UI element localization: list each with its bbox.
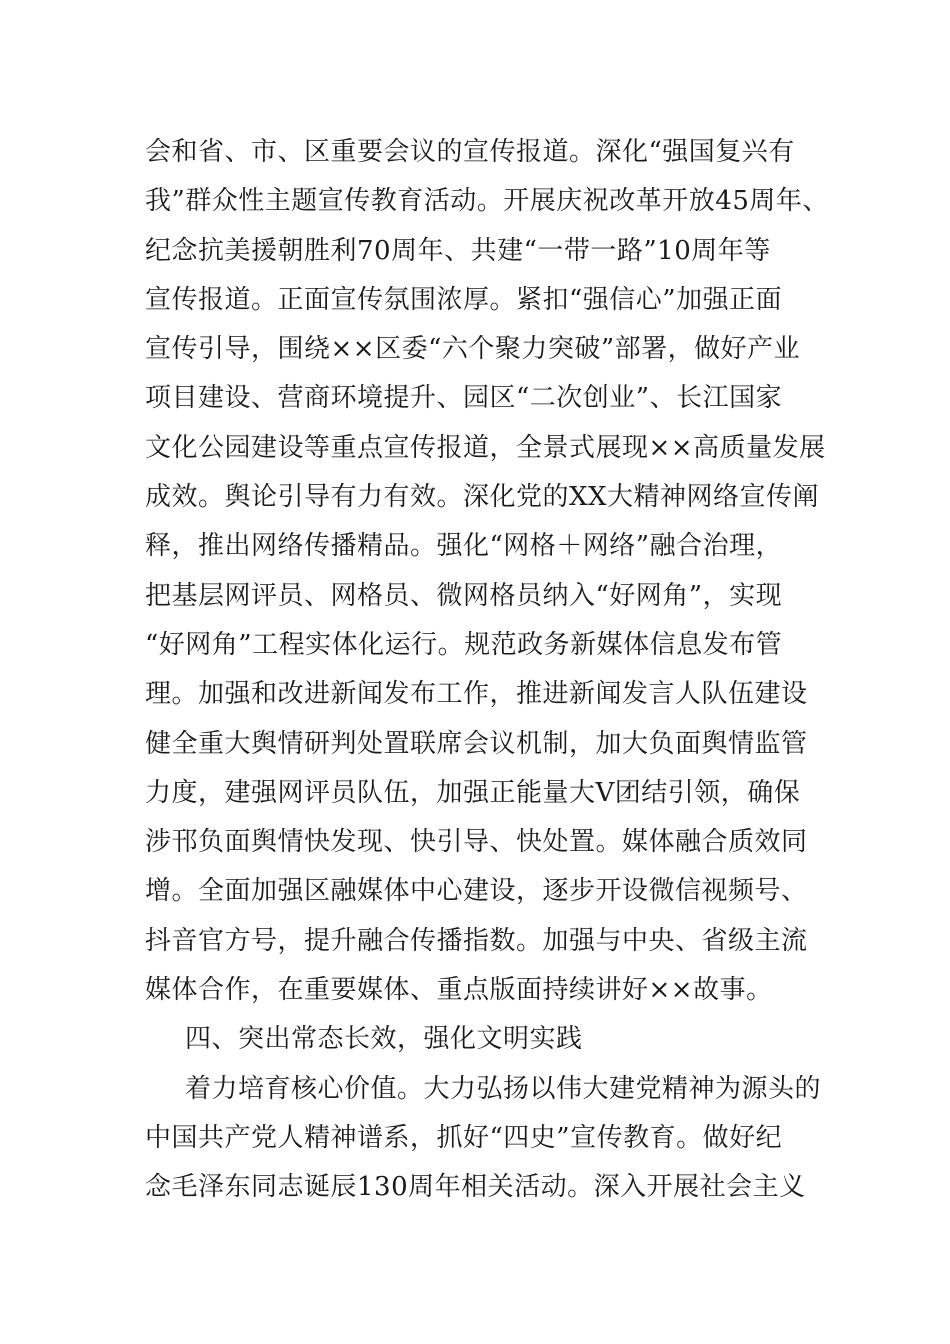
body-line-17: 抖音官方号，提升融合传播指数。加强与中央、省级主流 [145,925,808,956]
body-line-1: 会和省、市、区重要会议的宣传报道。深化“强国复兴有 [145,137,795,167]
body-line-11: “好网角”工程实体化运行。规范政务新媒体信息发布管 [145,629,783,660]
body-line-7: 文化公园建设等重点宣传报道，全景式展现××高质量发展 [145,432,826,463]
body-line-8: 成效。舆论引导有力有效。深化党的XX大精神网络宣传阐 [145,482,820,513]
section-line-3: 念毛泽东同志诞辰130周年相关活动。深入开展社会主义 [145,1172,806,1203]
body-line-14: 力度，建强网评员队伍，加强正能量大V团结引领，确保 [145,777,801,808]
body-line-6: 项目建设、营商环境提升、园区“二次创业”、长江国家 [145,383,783,414]
body-line-13: 健全重大舆情研判处置联席会议机制，加大负面舆情监管 [145,728,808,759]
body-line-16: 增。全面加强区融媒体中心建设，逐步开设微信视频号、 [145,876,808,907]
body-line-9: 释，推出网络传播精品。强化“网格＋网络”融合治理， [145,531,783,562]
body-line-12: 理。加强和改进新闻发布工作，推进新闻发言人队伍建设 [145,679,808,710]
body-line-4: 宣传报道。正面宣传氛围浓厚。紧扣“强信心”加强正面 [145,284,783,315]
document-body [145,128,829,1213]
section-line-1: 着力培育核心价值。大力弘扬以伟大建党精神为源头的 [185,1073,822,1104]
body-line-3: 纪念抗美援朝胜利70周年、共建“一带一路”10周年等 [145,235,771,266]
body-line-2: 我”群众性主题宣传教育活动。开展庆祝改革开放45周年、 [145,186,829,217]
body-line-10: 把基层网评员、网格员、微网格员纳入“好网角”，实现 [145,580,783,611]
section-heading: 四、突出常态长效，强化文明实践 [185,1024,583,1055]
section-line-2: 中国共产党人精神谱系，抓好“四史”宣传教育。做好纪 [145,1122,783,1153]
body-line-18: 媒体合作，在重要媒体、重点版面持续讲好××故事。 [145,975,773,1006]
body-line-5: 宣传引导，围绕××区委“六个聚力突破”部署，做好产业 [145,334,801,365]
body-line-15: 涉邗负面舆情快发现、快引导、快处置。媒体融合质效同 [145,827,808,858]
